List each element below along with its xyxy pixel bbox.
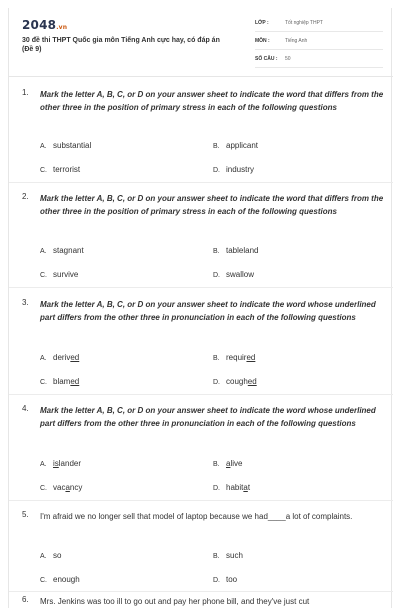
option-d[interactable]: D. industry xyxy=(213,165,255,174)
question-divider xyxy=(9,591,393,592)
meta-label: SỐ CÂU : xyxy=(255,56,278,62)
option-c[interactable]: C. terrorist xyxy=(40,165,81,174)
document-meta xyxy=(255,17,383,71)
question-divider xyxy=(9,182,393,183)
option-a[interactable]: A. derived xyxy=(40,353,80,362)
option-b[interactable]: B. applicant xyxy=(213,141,259,150)
meta-value: Tốt nghiệp THPT xyxy=(285,20,323,26)
meta-row-subject xyxy=(255,35,383,50)
site-logo-suffix: .vn xyxy=(56,24,68,31)
question-divider xyxy=(9,394,393,395)
option-c[interactable]: C. vacancy xyxy=(40,483,83,492)
question-text xyxy=(40,510,384,523)
question-number: 4. xyxy=(22,404,29,413)
option-b[interactable]: B. such xyxy=(213,551,243,560)
option-d[interactable]: D. swallow xyxy=(213,270,255,279)
document-page xyxy=(8,8,392,608)
option-a[interactable]: A. stagnant xyxy=(40,246,84,255)
meta-label: MÔN : xyxy=(255,38,270,44)
document-header xyxy=(9,8,393,72)
question-divider xyxy=(9,500,393,501)
option-a[interactable]: A. islander xyxy=(40,459,82,468)
site-logo[interactable]: 2048.vn xyxy=(22,18,68,32)
question-text-after-blank: a lot of complaints. xyxy=(285,512,353,521)
option-b[interactable]: B. alive xyxy=(213,459,243,468)
document-title: 30 đề thi THPT Quốc gia môn Tiếng Anh cực hay, có đáp án (Đề 9) xyxy=(22,37,220,53)
option-d[interactable]: D. too xyxy=(213,575,238,584)
option-a[interactable]: A. substantial xyxy=(40,141,92,150)
option-b[interactable]: B. required xyxy=(213,353,256,362)
question-divider xyxy=(9,287,393,288)
question-text-before-blank: I'm afraid we no longer sell that model of laptop because we had xyxy=(40,512,268,521)
option-b[interactable]: B. tableland xyxy=(213,246,259,255)
meta-label: LỚP : xyxy=(255,20,269,26)
option-c[interactable]: C. enough xyxy=(40,575,80,584)
question-number: 6. xyxy=(22,595,29,604)
question-number: 2. xyxy=(22,192,29,201)
question-text: Mark the letter A, B, C, or D on your answer sheet to indicate the word whose underlined part differs from the other three in pronunciation in each of the following questions xyxy=(40,406,376,428)
question-text: Mark the letter A, B, C, or D on your answer sheet to indicate the word that differs from the other three in the position of primary stress in each of the following questions xyxy=(40,194,384,216)
question-number: 3. xyxy=(22,298,29,307)
option-c[interactable]: C. survive xyxy=(40,270,79,279)
header-divider xyxy=(9,76,393,77)
option-a[interactable]: A. so xyxy=(40,551,62,560)
answer-blank: ____ xyxy=(267,512,286,521)
meta-row-count xyxy=(255,53,383,68)
meta-value: Tiếng Anh xyxy=(285,38,308,44)
meta-value: 50 xyxy=(285,56,291,62)
question-text: Mrs. Jenkins was too ill to go out and pay her phone bill, and they've just cut xyxy=(40,597,310,606)
option-d[interactable]: D. coughed xyxy=(213,377,257,386)
question-text: Mark the letter A, B, C, or D on your answer sheet to indicate the word that differs from the other three in the position of primary stress in each of the following questions xyxy=(40,90,384,112)
option-d[interactable]: D. habitat xyxy=(213,483,251,492)
option-c[interactable]: C. blamed xyxy=(40,377,80,386)
meta-row-class xyxy=(255,17,383,32)
question-number: 5. xyxy=(22,510,29,519)
question-number: 1. xyxy=(22,88,29,97)
question-text: Mark the letter A, B, C, or D on your answer sheet to indicate the word whose underlined part differs from the other three in pronunciation in each of the following questions xyxy=(40,300,376,322)
